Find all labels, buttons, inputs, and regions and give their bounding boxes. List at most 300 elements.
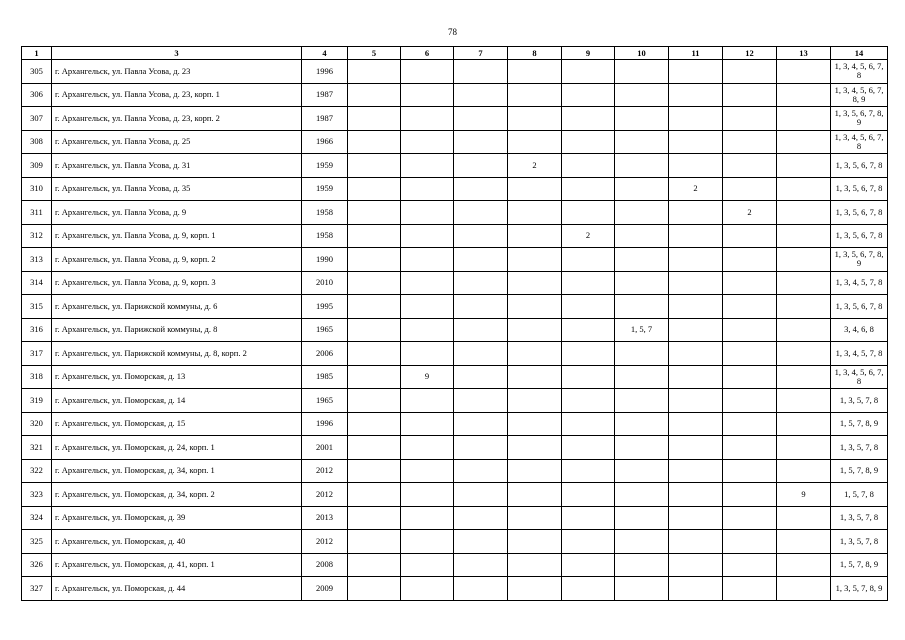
row-number-cell: 320 [22,412,52,436]
address-cell: г. Архангельск, ул. Поморская, д. 41, корп. 1 [52,553,302,577]
column-9-cell [562,318,615,342]
table-row [22,107,888,131]
column-14-cell: 1, 3, 5, 6, 7, 8 [831,177,888,201]
page-number: 78 [448,27,457,37]
year-cell: 1966 [302,130,348,154]
column-8-cell [508,483,562,507]
column-5-cell [348,83,401,107]
column-5-cell [348,224,401,248]
column-7-cell [454,83,508,107]
column-8-cell [508,224,562,248]
row-number-cell: 324 [22,506,52,530]
column-10-cell [615,553,669,577]
column-14-cell: 1, 5, 7, 8, 9 [831,412,888,436]
year-cell: 1996 [302,60,348,84]
row-number-cell: 318 [22,365,52,389]
column-12-cell [723,248,777,272]
column-8-cell [508,506,562,530]
address-cell: г. Архангельск, ул. Поморская, д. 34, корп. 1 [52,459,302,483]
address-cell: г. Архангельск, ул. Павла Усова, д. 23, корп. 2 [52,107,302,131]
column-8-cell [508,201,562,225]
column-6-cell [401,154,454,178]
column-6-cell [401,83,454,107]
column-7-cell [454,224,508,248]
column-5-cell [348,295,401,319]
column-9-cell [562,177,615,201]
address-cell: г. Архангельск, ул. Павла Усова, д. 9, корп. 3 [52,271,302,295]
column-6-cell [401,412,454,436]
column-8-cell [508,459,562,483]
column-header-6: 6 [401,47,454,60]
column-5-cell [348,483,401,507]
column-14-cell: 1, 3, 4, 5, 7, 8 [831,342,888,366]
column-7-cell [454,318,508,342]
table-row [22,271,888,295]
column-11-cell [669,342,723,366]
year-cell: 2012 [302,459,348,483]
column-10-cell [615,224,669,248]
address-cell: г. Архангельск, ул. Павла Усова, д. 25 [52,130,302,154]
column-6-cell [401,553,454,577]
table-row [22,342,888,366]
year-cell: 2009 [302,577,348,601]
year-cell: 1985 [302,365,348,389]
column-13-cell [777,436,831,460]
column-12-cell [723,107,777,131]
column-9-cell [562,107,615,131]
table-row [22,130,888,154]
column-9-cell: 2 [562,224,615,248]
column-11-cell [669,107,723,131]
column-10-cell [615,295,669,319]
column-11-cell [669,412,723,436]
column-header-3: 3 [52,47,302,60]
table-row [22,365,888,389]
column-5-cell [348,60,401,84]
column-8-cell [508,577,562,601]
column-5-cell [348,107,401,131]
address-cell: г. Архангельск, ул. Парижской коммуны, д. 6 [52,295,302,319]
column-8-cell [508,107,562,131]
column-14-cell: 1, 3, 4, 5, 6, 7, 8 [831,60,888,84]
column-9-cell [562,365,615,389]
building-registry-table [21,46,888,601]
row-number-cell: 317 [22,342,52,366]
column-10-cell [615,130,669,154]
column-13-cell [777,530,831,554]
column-5-cell [348,342,401,366]
address-cell: г. Архангельск, ул. Парижской коммуны, д. 8, корп. 2 [52,342,302,366]
column-header-12: 12 [723,47,777,60]
column-14-cell: 1, 3, 5, 6, 7, 8, 9 [831,107,888,131]
table-row [22,60,888,84]
table-row [22,436,888,460]
column-13-cell [777,412,831,436]
column-6-cell [401,577,454,601]
column-10-cell [615,436,669,460]
table-row [22,506,888,530]
table-row [22,154,888,178]
year-cell: 2012 [302,530,348,554]
column-14-cell: 1, 3, 4, 5, 6, 7, 8, 9 [831,83,888,107]
column-10-cell: 1, 5, 7 [615,318,669,342]
column-13-cell [777,224,831,248]
row-number-cell: 314 [22,271,52,295]
column-10-cell [615,107,669,131]
address-cell: г. Архангельск, ул. Павла Усова, д. 23 [52,60,302,84]
column-11-cell [669,154,723,178]
column-13-cell [777,506,831,530]
column-9-cell [562,295,615,319]
column-11-cell [669,295,723,319]
column-9-cell [562,506,615,530]
address-cell: г. Архангельск, ул. Поморская, д. 40 [52,530,302,554]
column-10-cell [615,154,669,178]
column-7-cell [454,436,508,460]
year-cell: 1987 [302,107,348,131]
address-cell: г. Архангельск, ул. Поморская, д. 34, корп. 2 [52,483,302,507]
column-8-cell [508,248,562,272]
column-7-cell [454,506,508,530]
row-number-cell: 326 [22,553,52,577]
address-cell: г. Архангельск, ул. Поморская, д. 39 [52,506,302,530]
column-10-cell [615,177,669,201]
column-6-cell [401,271,454,295]
column-12-cell [723,365,777,389]
table-row [22,295,888,319]
column-12-cell [723,553,777,577]
column-7-cell [454,389,508,413]
row-number-cell: 321 [22,436,52,460]
column-6-cell [401,177,454,201]
address-cell: г. Архангельск, ул. Поморская, д. 44 [52,577,302,601]
column-14-cell: 1, 3, 5, 6, 7, 8, 9 [831,248,888,272]
column-13-cell [777,154,831,178]
column-9-cell [562,389,615,413]
column-14-cell: 1, 3, 5, 6, 7, 8 [831,154,888,178]
table-row [22,459,888,483]
column-header-8: 8 [508,47,562,60]
column-6-cell [401,248,454,272]
column-10-cell [615,271,669,295]
table-row [22,201,888,225]
column-8-cell [508,389,562,413]
column-8-cell [508,177,562,201]
column-13-cell [777,83,831,107]
column-7-cell [454,154,508,178]
column-14-cell: 1, 3, 5, 7, 8 [831,436,888,460]
year-cell: 2006 [302,342,348,366]
column-8-cell [508,295,562,319]
column-11-cell [669,389,723,413]
year-cell: 1959 [302,177,348,201]
column-14-cell: 1, 5, 7, 8, 9 [831,553,888,577]
column-14-cell: 3, 4, 6, 8 [831,318,888,342]
column-7-cell [454,130,508,154]
column-9-cell [562,60,615,84]
column-12-cell [723,295,777,319]
column-11-cell [669,506,723,530]
column-14-cell: 1, 3, 5, 6, 7, 8 [831,201,888,225]
column-12-cell [723,389,777,413]
column-13-cell [777,577,831,601]
column-12-cell [723,130,777,154]
column-12-cell [723,459,777,483]
column-7-cell [454,459,508,483]
column-14-cell: 1, 5, 7, 8 [831,483,888,507]
address-cell: г. Архангельск, ул. Поморская, д. 13 [52,365,302,389]
row-number-cell: 308 [22,130,52,154]
column-header-9: 9 [562,47,615,60]
column-10-cell [615,459,669,483]
column-14-cell: 1, 3, 5, 7, 8 [831,530,888,554]
column-8-cell [508,436,562,460]
row-number-cell: 325 [22,530,52,554]
column-11-cell [669,577,723,601]
column-13-cell [777,271,831,295]
column-6-cell [401,318,454,342]
column-11-cell [669,530,723,554]
column-6-cell [401,201,454,225]
column-14-cell: 1, 3, 4, 5, 7, 8 [831,271,888,295]
column-10-cell [615,412,669,436]
column-10-cell [615,577,669,601]
year-cell: 1965 [302,389,348,413]
column-5-cell [348,459,401,483]
column-5-cell [348,530,401,554]
row-number-cell: 305 [22,60,52,84]
column-13-cell [777,107,831,131]
column-10-cell [615,483,669,507]
column-header-7: 7 [454,47,508,60]
column-11-cell [669,318,723,342]
table-row [22,318,888,342]
column-10-cell [615,506,669,530]
address-cell: г. Архангельск, ул. Павла Усова, д. 23, корп. 1 [52,83,302,107]
column-12-cell [723,506,777,530]
column-9-cell [562,154,615,178]
address-cell: г. Архангельск, ул. Павла Усова, д. 9, корп. 1 [52,224,302,248]
table-row [22,577,888,601]
column-11-cell [669,365,723,389]
column-7-cell [454,271,508,295]
column-12-cell [723,177,777,201]
year-cell: 2010 [302,271,348,295]
column-9-cell [562,83,615,107]
column-11-cell [669,553,723,577]
column-8-cell [508,342,562,366]
row-number-cell: 313 [22,248,52,272]
column-13-cell [777,553,831,577]
table-row [22,389,888,413]
column-14-cell: 1, 3, 5, 7, 8 [831,389,888,413]
column-10-cell [615,342,669,366]
column-10-cell [615,248,669,272]
header-row [22,47,888,60]
row-number-cell: 327 [22,577,52,601]
column-12-cell [723,83,777,107]
address-cell: г. Архангельск, ул. Поморская, д. 24, корп. 1 [52,436,302,460]
column-7-cell [454,412,508,436]
column-12-cell [723,436,777,460]
column-9-cell [562,342,615,366]
year-cell: 2008 [302,553,348,577]
column-13-cell [777,389,831,413]
row-number-cell: 319 [22,389,52,413]
column-10-cell [615,83,669,107]
column-7-cell [454,177,508,201]
column-12-cell [723,342,777,366]
column-13-cell: 9 [777,483,831,507]
column-13-cell [777,130,831,154]
column-11-cell [669,459,723,483]
column-9-cell [562,553,615,577]
column-9-cell [562,271,615,295]
column-12-cell [723,483,777,507]
column-13-cell [777,318,831,342]
column-8-cell [508,412,562,436]
year-cell: 1987 [302,83,348,107]
column-13-cell [777,201,831,225]
column-6-cell [401,130,454,154]
row-number-cell: 310 [22,177,52,201]
column-8-cell [508,130,562,154]
column-7-cell [454,201,508,225]
column-6-cell [401,530,454,554]
column-8-cell [508,365,562,389]
column-5-cell [348,271,401,295]
column-12-cell [723,60,777,84]
column-11-cell [669,130,723,154]
column-11-cell [669,483,723,507]
year-cell: 1959 [302,154,348,178]
row-number-cell: 322 [22,459,52,483]
column-10-cell [615,389,669,413]
row-number-cell: 323 [22,483,52,507]
column-12-cell: 2 [723,201,777,225]
column-13-cell [777,365,831,389]
column-12-cell [723,271,777,295]
row-number-cell: 316 [22,318,52,342]
column-6-cell [401,295,454,319]
column-13-cell [777,342,831,366]
column-header-13: 13 [777,47,831,60]
column-8-cell [508,553,562,577]
column-header-4: 4 [302,47,348,60]
column-7-cell [454,577,508,601]
column-5-cell [348,177,401,201]
year-cell: 2013 [302,506,348,530]
table-row [22,553,888,577]
column-14-cell: 1, 3, 4, 5, 6, 7, 8 [831,130,888,154]
column-11-cell [669,271,723,295]
column-header-5: 5 [348,47,401,60]
row-number-cell: 315 [22,295,52,319]
column-9-cell [562,483,615,507]
year-cell: 1958 [302,224,348,248]
column-12-cell [723,412,777,436]
column-8-cell: 2 [508,154,562,178]
column-14-cell: 1, 3, 5, 7, 8, 9 [831,577,888,601]
column-13-cell [777,60,831,84]
column-7-cell [454,248,508,272]
column-6-cell [401,60,454,84]
column-6-cell [401,224,454,248]
table-row [22,224,888,248]
column-11-cell [669,436,723,460]
year-cell: 1996 [302,412,348,436]
table-body [22,60,888,601]
column-6-cell [401,389,454,413]
column-9-cell [562,130,615,154]
row-number-cell: 311 [22,201,52,225]
column-9-cell [562,459,615,483]
column-header-11: 11 [669,47,723,60]
table-row [22,83,888,107]
column-9-cell [562,530,615,554]
address-cell: г. Архангельск, ул. Павла Усова, д. 9 [52,201,302,225]
column-12-cell [723,318,777,342]
column-9-cell [562,201,615,225]
column-header-14: 14 [831,47,888,60]
column-7-cell [454,530,508,554]
column-5-cell [348,577,401,601]
column-8-cell [508,271,562,295]
row-number-cell: 306 [22,83,52,107]
column-7-cell [454,107,508,131]
year-cell: 2012 [302,483,348,507]
column-14-cell: 1, 5, 7, 8, 9 [831,459,888,483]
column-6-cell [401,506,454,530]
address-cell: г. Архангельск, ул. Павла Усова, д. 31 [52,154,302,178]
table-header [22,47,888,60]
column-11-cell: 2 [669,177,723,201]
table-row [22,412,888,436]
column-14-cell: 1, 3, 4, 5, 6, 7, 8 [831,365,888,389]
column-5-cell [348,506,401,530]
column-11-cell [669,83,723,107]
column-14-cell: 1, 3, 5, 6, 7, 8 [831,224,888,248]
year-cell: 1965 [302,318,348,342]
column-6-cell [401,436,454,460]
column-7-cell [454,483,508,507]
column-10-cell [615,530,669,554]
address-cell: г. Архангельск, ул. Павла Усова, д. 9, корп. 2 [52,248,302,272]
address-cell: г. Архангельск, ул. Павла Усова, д. 35 [52,177,302,201]
column-5-cell [348,553,401,577]
column-12-cell [723,530,777,554]
row-number-cell: 307 [22,107,52,131]
column-5-cell [348,130,401,154]
table-row [22,483,888,507]
column-8-cell [508,318,562,342]
table-row [22,530,888,554]
table-row [22,248,888,272]
row-number-cell: 312 [22,224,52,248]
column-10-cell [615,365,669,389]
column-11-cell [669,60,723,84]
address-cell: г. Архангельск, ул. Парижской коммуны, д. 8 [52,318,302,342]
column-9-cell [562,412,615,436]
year-cell: 1995 [302,295,348,319]
column-5-cell [348,436,401,460]
year-cell: 2001 [302,436,348,460]
column-12-cell [723,154,777,178]
column-7-cell [454,60,508,84]
column-14-cell: 1, 3, 5, 6, 7, 8 [831,295,888,319]
column-5-cell [348,365,401,389]
column-5-cell [348,412,401,436]
